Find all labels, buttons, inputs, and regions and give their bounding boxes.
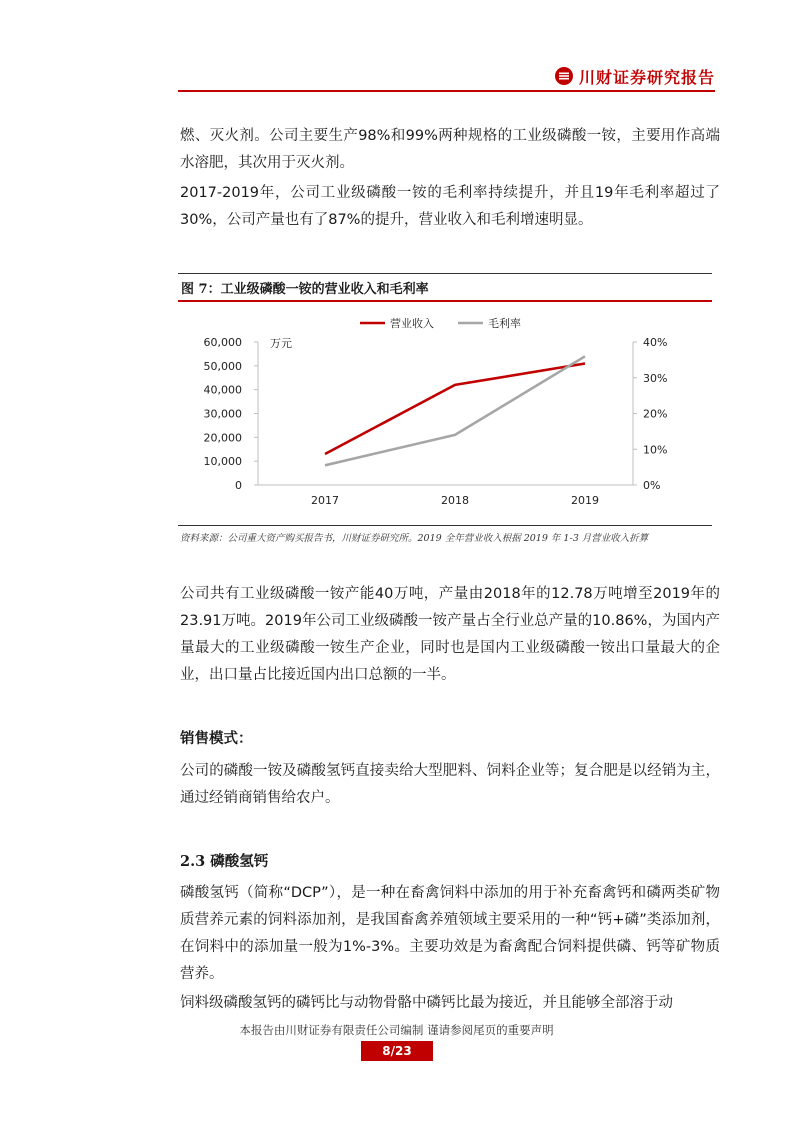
x-tick-label: 2018 xyxy=(441,494,469,507)
header-rule xyxy=(178,90,715,92)
brand-name: 川财证券研究报告 xyxy=(578,67,715,87)
x-tick-label: 2019 xyxy=(571,494,599,507)
right-tick-label: 0% xyxy=(643,479,661,492)
figure-title: 图 7：工业级磷酸一铵的营业收入和毛利率 xyxy=(181,281,429,297)
legend-label-1: 营业收入 xyxy=(390,317,434,330)
figure-bottom-rule xyxy=(178,525,712,526)
paragraph-3: 公司共有工业级磷酸一铵产能40万吨，产量由2018年的12.78万吨增至2019年的23.91万吨。2019年公司工业级磷酸一铵产量占全行业总产量的10.86%，为国内产量最大的工业级磷酸一铵生产企业，同时也是国内工业级磷酸一铵出口量最大的企业，出口量占比接近国内出口总额的一半。 xyxy=(180,586,720,683)
left-axis-unit: 万元 xyxy=(270,337,292,350)
legend-label-2: 毛利率 xyxy=(488,317,521,330)
left-tick-label: 30,000 xyxy=(203,407,242,421)
right-tick-label: 30% xyxy=(643,371,668,385)
right-tick-label: 10% xyxy=(643,443,668,457)
series-line-2 xyxy=(325,356,585,465)
paragraph-4: 公司的磷酸一铵及磷酸氢钙直接卖给大型肥料、饲料企业等；复合肥是以经销为主，通过经销商销售给农户。 xyxy=(180,763,720,806)
section-heading-2-3: 2.3 磷酸氢钙 xyxy=(180,853,269,870)
header-brand xyxy=(555,64,715,88)
page-number: 8/23 xyxy=(361,1041,433,1061)
x-tick-label: 2017 xyxy=(311,494,339,507)
paragraph-5: 磷酸氢钙（简称“DCP”），是一种在畜禽饲料中添加的用于补充畜禽钙和磷两类矿物质营养元素的饲料添加剂，是我国畜禽养殖领域主要采用的一种“钙+磷”类添加剂，在饲料中的添加量一般为1%-3%。主要功效是为畜禽配合饲料提供磷、钙等矿物质营养。 xyxy=(180,885,720,982)
left-tick-label: 20,000 xyxy=(203,431,242,445)
left-tick-label: 10,000 xyxy=(203,455,242,469)
paragraph-2: 2017-2019年，公司工业级磷酸一铵的毛利率持续提升，并且19年毛利率超过了30%，公司产量也有了87%的提升，营业收入和毛利增速明显。 xyxy=(180,185,720,228)
paragraph-1: 燃、灭火剂。公司主要生产98%和99%两种规格的工业级磷酸一铵，主要用作高端水溶肥，其次用于灭火剂。 xyxy=(180,128,720,171)
right-tick-label: 20% xyxy=(643,407,668,421)
right-tick-label: 40% xyxy=(643,336,668,349)
figure-source: 资料来源：公司重大资产购买报告书，川财证券研究所。2019 全年营业收入根据 2019 年 1-3 月营业收入折算 xyxy=(180,533,649,544)
left-tick-label: 60,000 xyxy=(203,336,242,349)
series-line-1 xyxy=(325,364,585,455)
left-tick-label: 0 xyxy=(235,479,242,492)
left-tick-label: 40,000 xyxy=(203,383,242,397)
paragraph-6: 饲料级磷酸氢钙的磷钙比与动物骨骼中磷钙比最为接近，并且能够全部溶于动 xyxy=(180,995,673,1011)
section-heading-sales-mode: 销售模式： xyxy=(180,730,253,747)
revenue-margin-chart xyxy=(178,305,712,525)
figure-title-bar xyxy=(178,273,712,302)
left-tick-label: 50,000 xyxy=(203,359,242,373)
brand-logo-icon xyxy=(555,67,573,85)
footer-disclaimer: 本报告由川财证券有限责任公司编制 谨请参阅尾页的重要声明 xyxy=(239,1023,554,1037)
